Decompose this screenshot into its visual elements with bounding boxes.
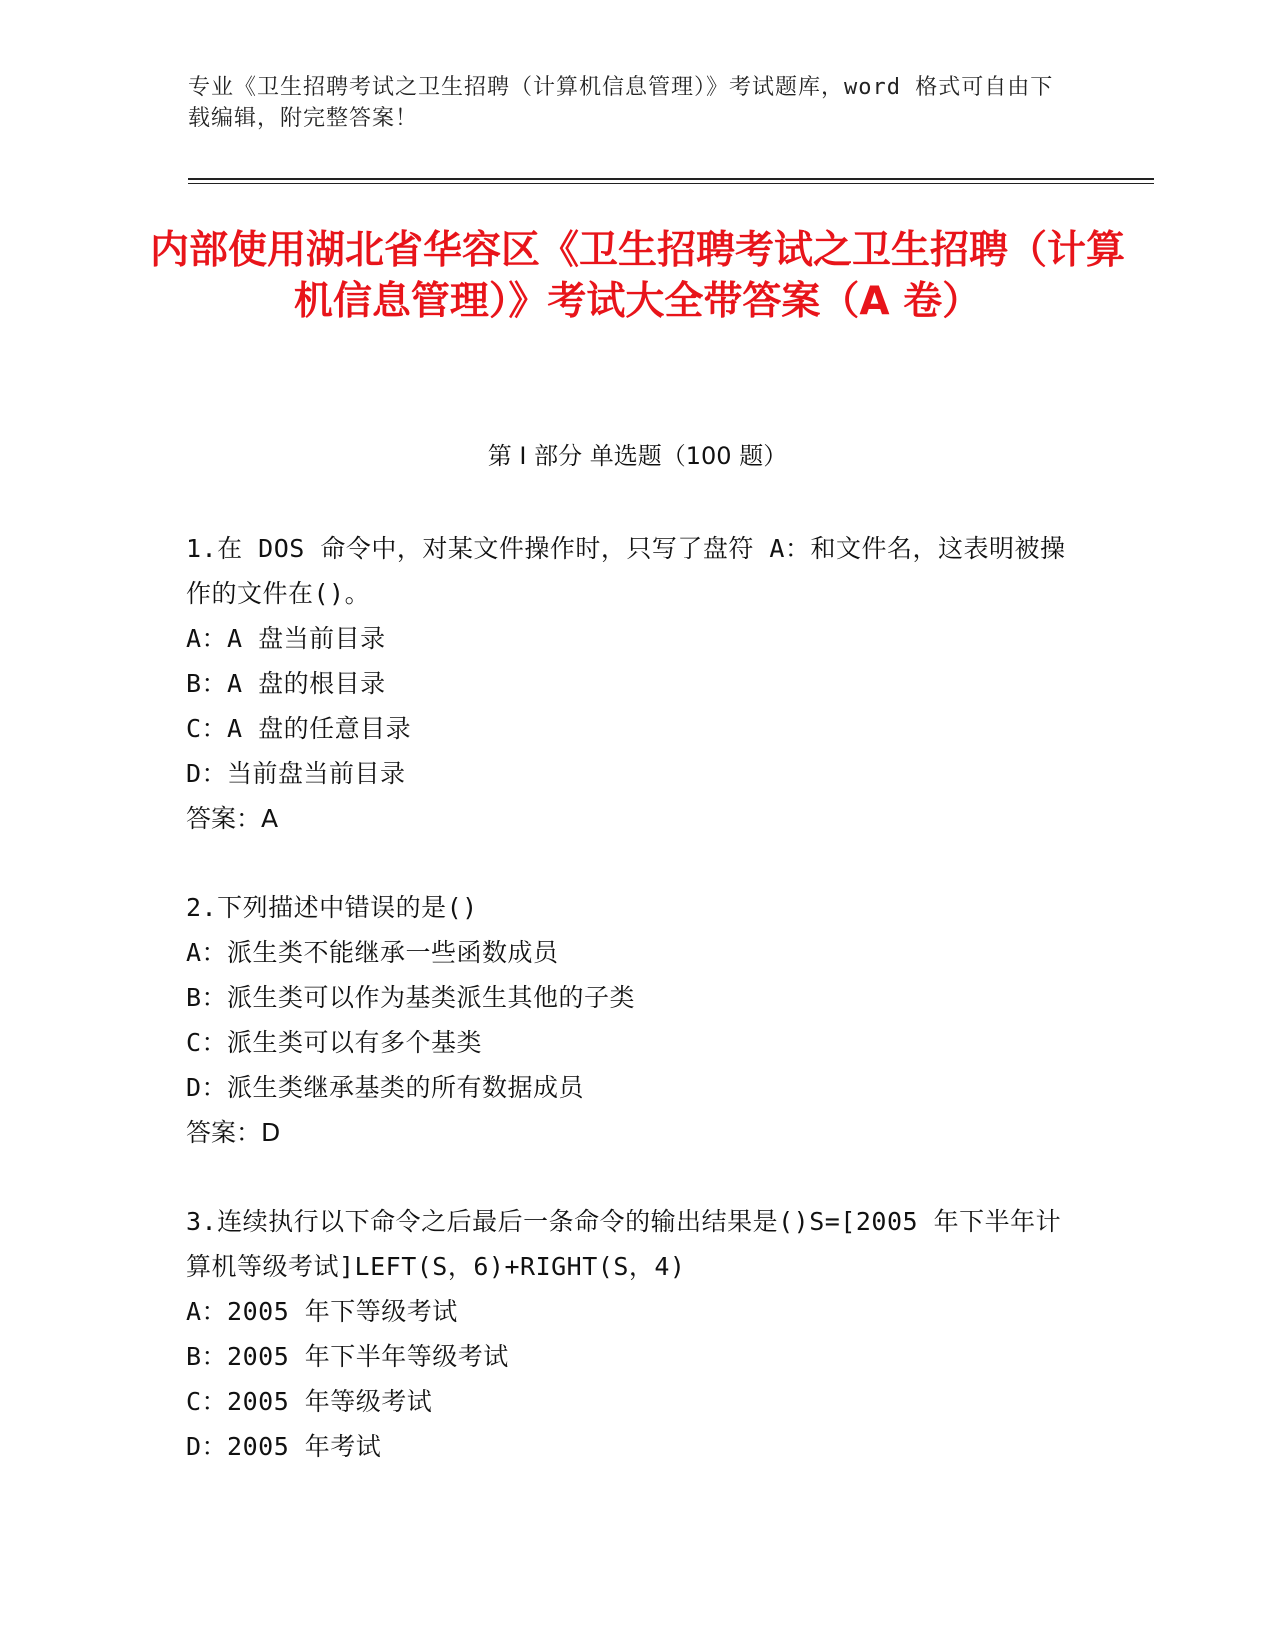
header-note: 专业《卫生招聘考试之卫生招聘（计算机信息管理）》考试题库，word 格式可自由下载编辑，附完整答案！ (188, 75, 1054, 131)
question-spacer (186, 1155, 1086, 1199)
question-text: 3.连续执行以下命令之后最后一条命令的输出结果是()S=[2005 年下半年计算机等级考试]LEFT(S，6)+RIGHT(S，4) (186, 1207, 1062, 1281)
option-b: B：派生类可以作为基类派生其他的子类 (186, 983, 636, 1012)
document-title: 内部使用湖北省华容区《卫生招聘考试之卫生招聘（计算机信息管理）》考试大全带答案（A 卷） (150, 228, 1126, 324)
header-divider-thick (188, 178, 1154, 180)
option-d: D：2005 年考试 (186, 1432, 382, 1461)
question-text: 1.在 DOS 命令中，对某文件操作时，只写了盘符 A：和文件名，这表明被操作的文件在()。 (186, 534, 1066, 608)
question-item (186, 885, 1086, 1155)
option-a: A：A 盘当前目录 (186, 624, 386, 653)
option-a: A：2005 年下等级考试 (186, 1297, 458, 1326)
option-d: D：当前盘当前目录 (186, 759, 406, 788)
option-a: A：派生类不能继承一些函数成员 (186, 938, 559, 967)
question-text: 2.下列描述中错误的是() (186, 893, 478, 922)
answer-line: 答案：D (186, 1118, 281, 1147)
option-c: C：2005 年等级考试 (186, 1387, 433, 1416)
question-item (186, 526, 1086, 841)
option-c: C：派生类可以有多个基类 (186, 1028, 483, 1057)
section-heading: 第 I 部分 单选题（100 题） (487, 442, 788, 470)
option-c: C：A 盘的任意目录 (186, 714, 412, 743)
option-b: B：A 盘的根目录 (186, 669, 386, 698)
option-b: B：2005 年下半年等级考试 (186, 1342, 509, 1371)
question-item (186, 1199, 1086, 1469)
question-spacer (186, 841, 1086, 885)
header-divider-thin (188, 183, 1154, 184)
answer-line: 答案：A (186, 804, 279, 833)
question-list (186, 526, 1086, 1469)
option-d: D：派生类继承基类的所有数据成员 (186, 1073, 585, 1102)
